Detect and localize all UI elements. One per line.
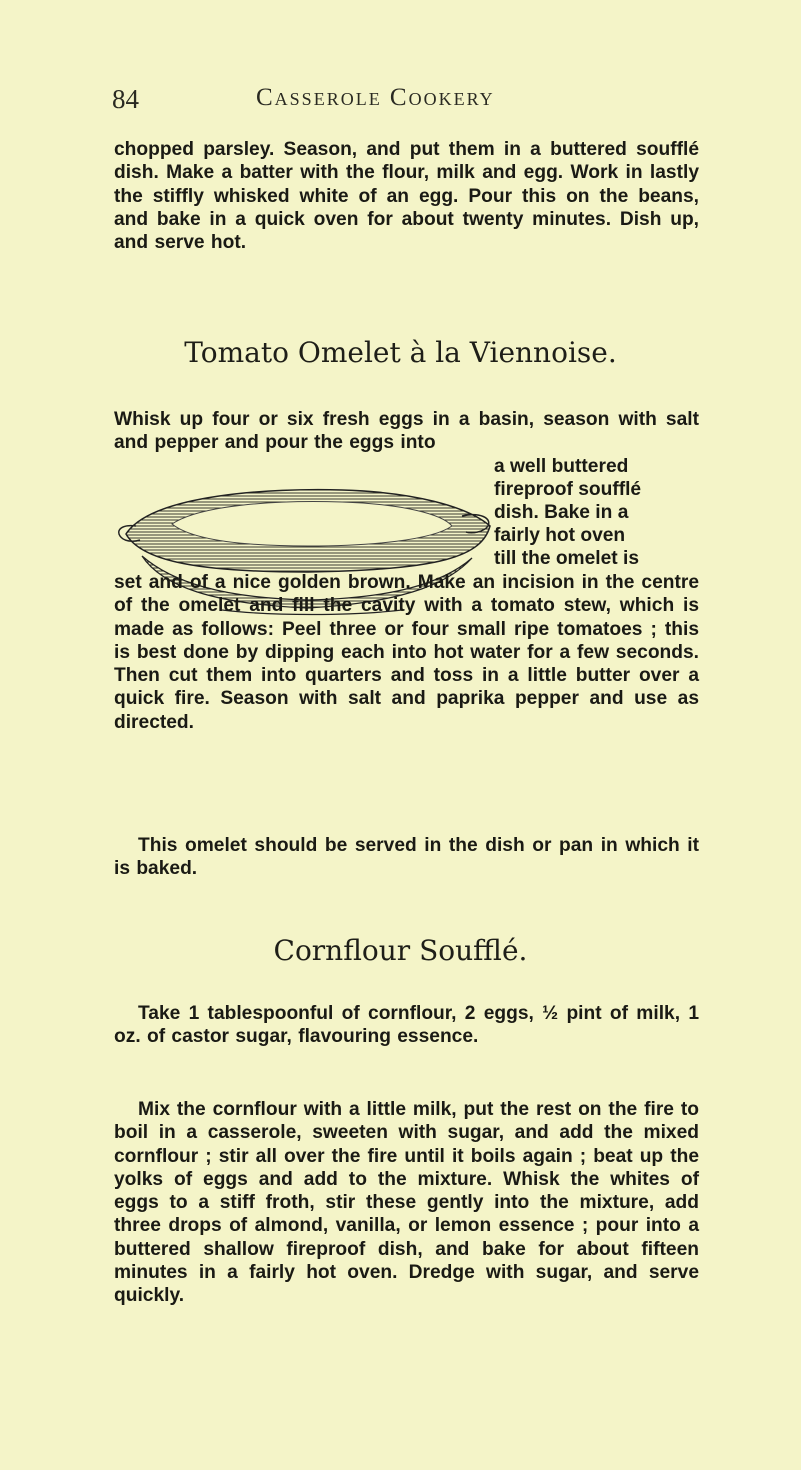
paragraph-omelet-method: set and of a nice golden brown. Make an incision in the centre of the omelet and fill the cavity with a tomato stew, which is made as follows: Peel three or four small ripe tomatoes ; this is best done by dipping each into hot water for a few seconds. Then cut them into quarters and toss in a little butter over a quick fire. Season with salt and paprika pepper and use as directed. [114, 572, 699, 733]
wrap-line-1: a well buttered [494, 456, 629, 477]
recipe-title-tomato-omelet: Tomato Omelet à la Viennoise. [184, 336, 617, 369]
book-title: Casserole Cookery [256, 84, 495, 111]
page-number: 84 [112, 84, 139, 114]
wrap-line-5: till the omelet is [494, 548, 640, 569]
paragraph-souffle-ingredients: Take 1 tablespoonful of cornflour, 2 eggs, ½ pint of milk, 1 oz. of castor sugar, flavouring essence. [114, 1003, 699, 1048]
paragraph-beans: chopped parsley. Season, and put them in a buttered soufflé dish. Make a batter with the flour, milk and egg. Work in lastly the stiffly whisked white of an egg. Pour this on the beans, and bake in a quick oven for about twenty minutes. Dish up, and serve hot. [114, 139, 699, 254]
recipe-title-cornflour-souffle: Cornflour Soufflé. [273, 934, 528, 967]
running-head [112, 84, 712, 116]
paragraph-omelet-serving: This omelet should be served in the dish or pan in which it is baked. [114, 835, 699, 880]
wrap-line-2: fireproof soufflé [494, 479, 642, 500]
wrap-line-4: fairly hot oven [494, 525, 626, 546]
paragraph-omelet-intro: Whisk up four or six fresh eggs in a basin, season with salt and pepper and pour the eggs into [114, 409, 699, 454]
wrap-line-3: dish. Bake in a [494, 502, 629, 523]
paragraph-souffle-method: Mix the cornflour with a little milk, put the rest on the fire to boil in a casserole, sweeten with sugar, and add the mixed cornflour ; stir all over the fire until it boils again ; beat up the yolks of eggs and add to the mixture. Whisk the whites of eggs to a stiff froth, stir these gently into the mixture, add three drops of almond, vanilla, or lemon essence ; pour into a buttered shallow fireproof dish, and bake for about fifteen minutes in a fairly hot oven. Dredge with sugar, and serve quickly. [114, 1099, 699, 1307]
